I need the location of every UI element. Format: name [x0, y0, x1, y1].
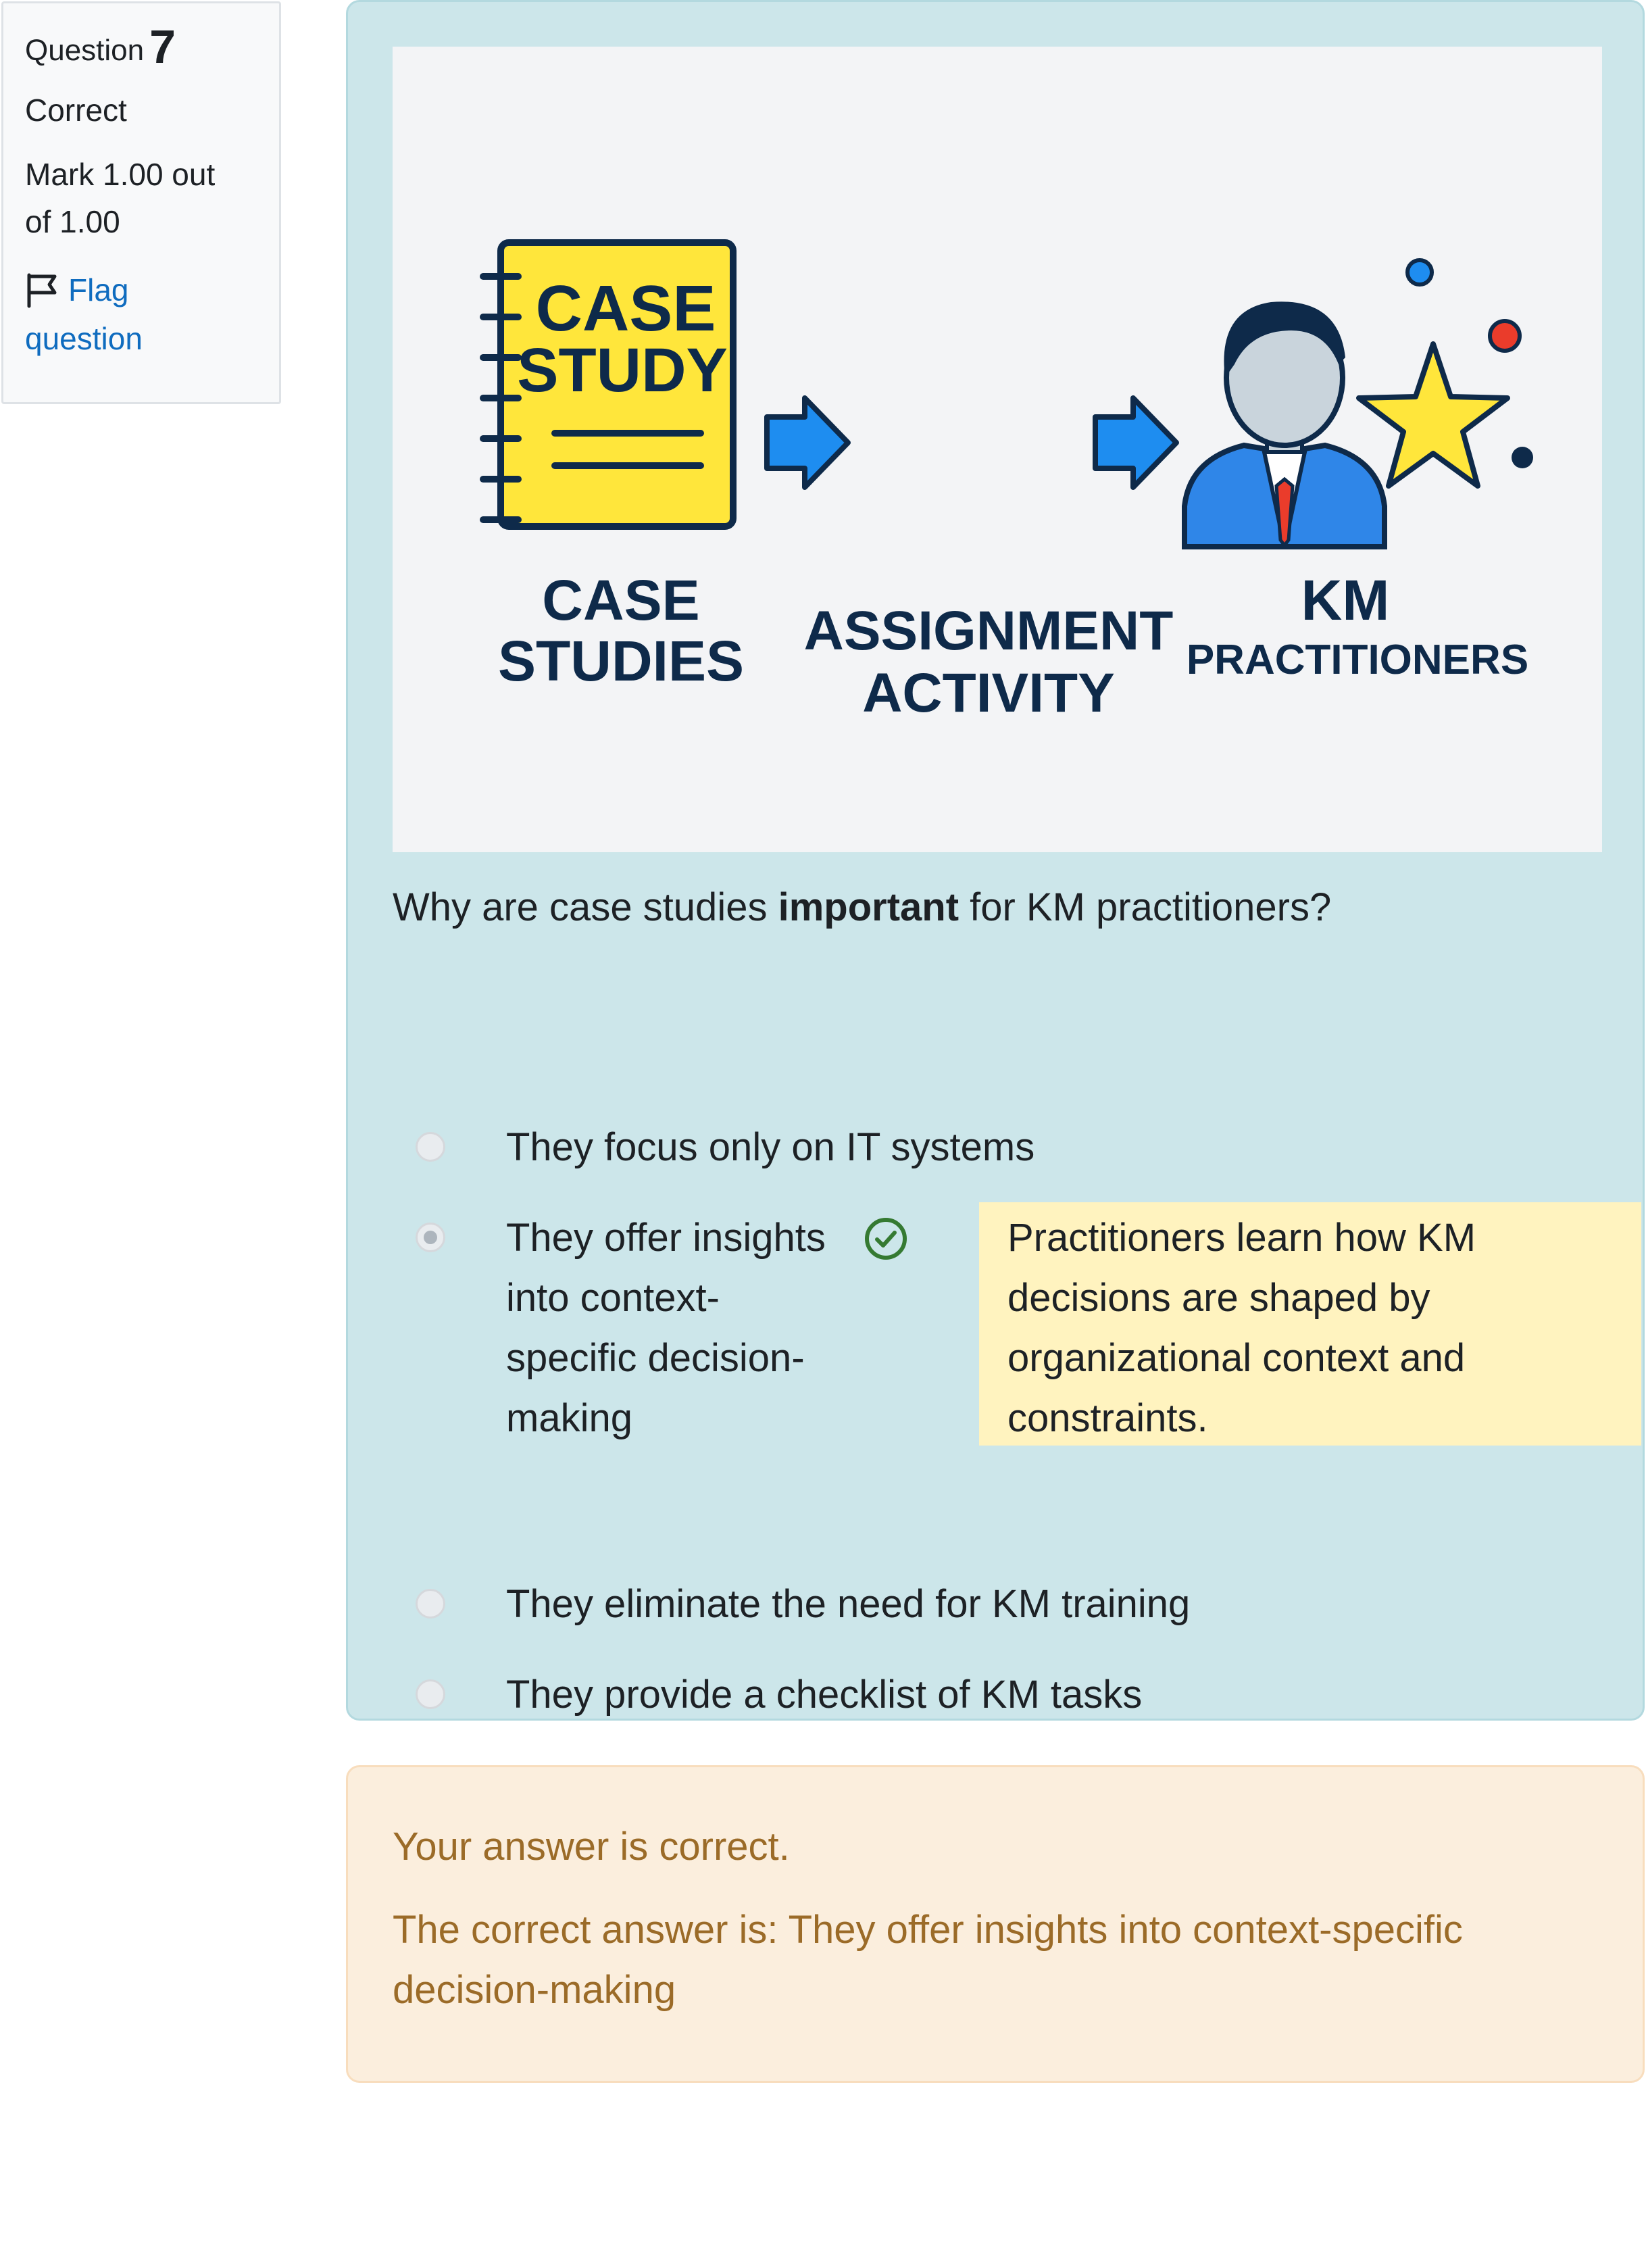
- answer-text-b-line-1: They offer insights: [506, 1216, 826, 1260]
- question-info: [1, 1, 281, 404]
- grade-line-1: Mark 1.00 out: [25, 157, 216, 192]
- question-number: [25, 20, 257, 73]
- feedback-line-2: decisions are shaped by: [1007, 1276, 1430, 1320]
- flag-question-link[interactable]: [25, 266, 257, 363]
- caption-case-line-2: STUDIES: [497, 629, 745, 693]
- feedback-line-3: organizational context and: [1007, 1336, 1466, 1380]
- arrow-right-icon: [767, 398, 848, 487]
- answer-radio-a[interactable]: [416, 1132, 445, 1162]
- answer-radio-d[interactable]: [416, 1679, 445, 1709]
- flag-icon: [25, 271, 63, 309]
- right-answer: [393, 1900, 1582, 2020]
- question-text-after: for KM practitioners?: [959, 885, 1332, 929]
- flag-label-line-2: question: [25, 321, 143, 356]
- answer-text-c: They eliminate the need for KM training: [506, 1582, 1191, 1626]
- answer-outcome: [346, 1765, 1645, 2083]
- caption-km-line-2: PRACTITIONERS: [1186, 637, 1529, 683]
- feedback-line-1: Practitioners learn how KM: [1007, 1216, 1476, 1260]
- star-icon: [1359, 344, 1507, 486]
- answer-radio-b[interactable]: [416, 1223, 445, 1252]
- decor-dot-dark: [1512, 447, 1533, 468]
- notebook-icon: [483, 243, 733, 526]
- caption-case-line-1: CASE: [542, 568, 700, 632]
- answer-text-a: They focus only on IT systems: [506, 1125, 1035, 1169]
- answer-text-b-line-2: into context-: [506, 1276, 720, 1320]
- question-state: Correct: [25, 93, 127, 128]
- answer-text-d: They provide a checklist of KM tasks: [506, 1673, 1143, 1717]
- book-title-line-1: CASE: [535, 272, 716, 345]
- question-illustration: [393, 47, 1602, 852]
- answer-text-b-line-4: making: [506, 1396, 632, 1440]
- specific-feedback: [979, 1202, 1641, 1446]
- right-answer-line-1: The correct answer is: They offer insights into context-specific: [393, 1908, 1463, 1952]
- answer-text-b-line-3: specific decision-: [506, 1336, 805, 1380]
- general-feedback: Your answer is correct.: [393, 1825, 790, 1869]
- question-text-before: Why are case studies: [393, 885, 778, 929]
- check-circle-icon: [863, 1216, 909, 1262]
- question-text-bold: important: [778, 885, 959, 929]
- decor-dot-blue: [1407, 260, 1432, 285]
- businessman-icon: [1184, 301, 1385, 547]
- arrow-right-icon: [1095, 398, 1176, 487]
- caption-assignment-line-2: ACTIVITY: [862, 662, 1115, 724]
- answer-text-b: [506, 1208, 826, 1448]
- answer-radio-c[interactable]: [416, 1589, 445, 1619]
- grade-line-2: of 1.00: [25, 204, 120, 239]
- decor-dot-red: [1490, 321, 1520, 351]
- feedback-line-4: constraints.: [1007, 1396, 1208, 1440]
- book-title-line-2: STUDY: [517, 336, 728, 405]
- question-formulation: [346, 0, 1645, 1721]
- flag-label-line-1: Flag: [68, 272, 129, 307]
- question-text: [393, 881, 1331, 935]
- question-grade: [25, 151, 257, 245]
- caption-assignment-line-1: ASSIGNMENT: [803, 600, 1174, 662]
- question-label: Question: [25, 34, 145, 67]
- caption-km-line-1: KM: [1301, 568, 1390, 632]
- question-number-value: 7: [149, 20, 176, 73]
- right-answer-line-2: decision-making: [393, 1968, 676, 2012]
